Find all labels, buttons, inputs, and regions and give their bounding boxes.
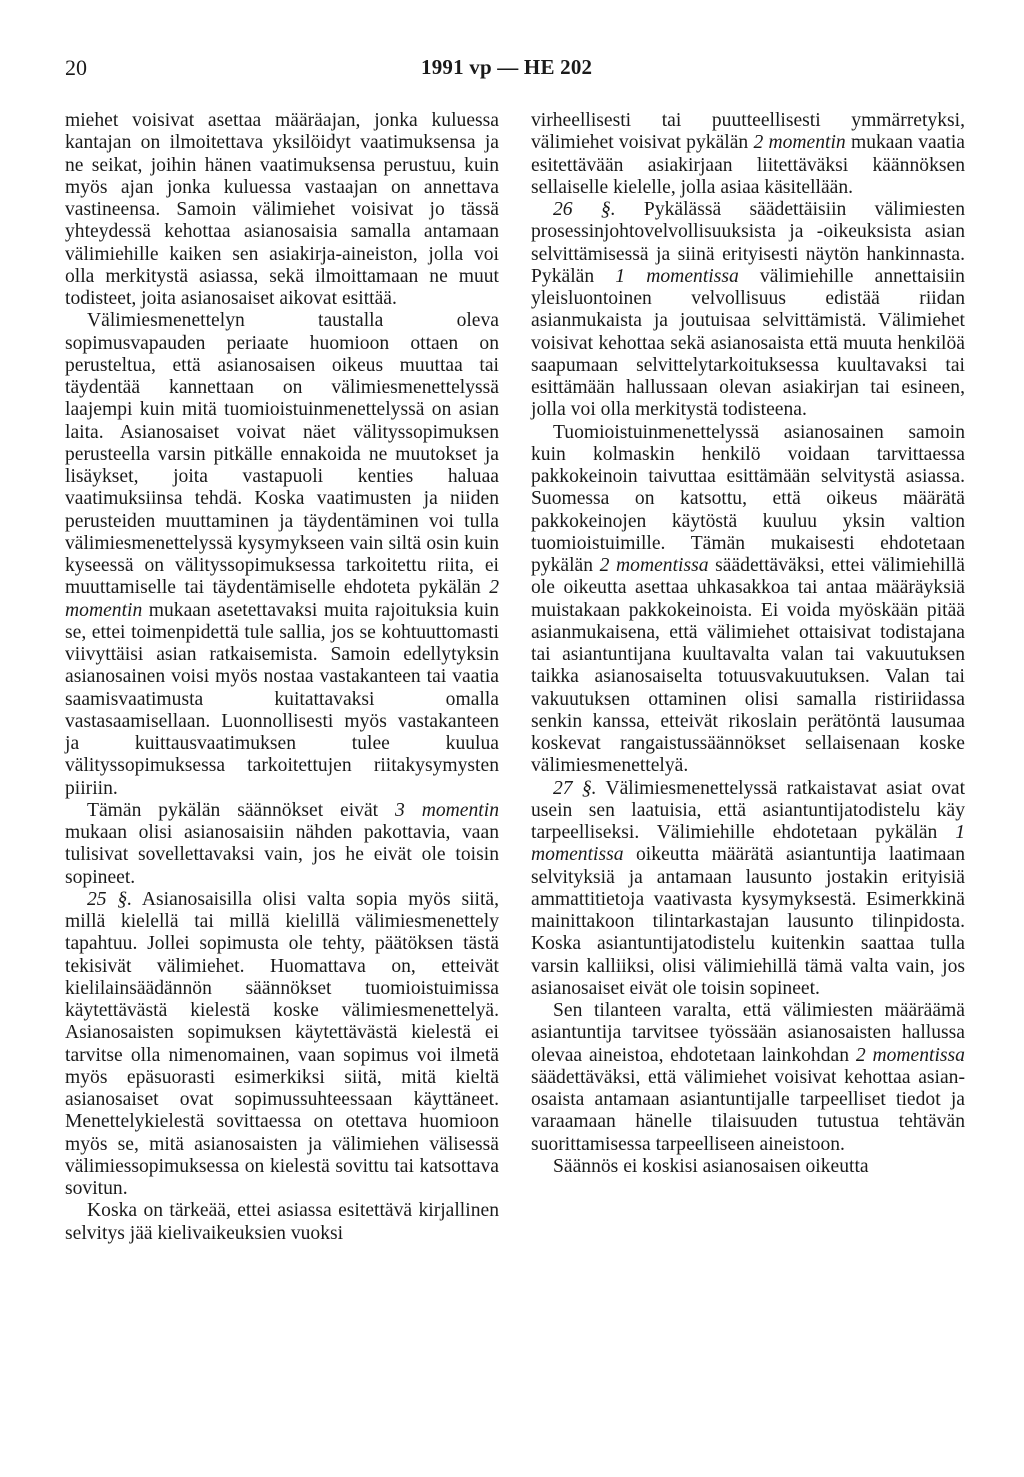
emphasis: 1 momentissa — [615, 265, 739, 287]
section-paragraph: 27 §. Välimiesmenettelyssä ratkaistavat asiat ovat usein sen laatuisia, että asiantuntijatodistelu käy tarpeelliseksi. Välimiehille ehdotetaan pykälän 1 momentissa oikeutta määrätä asiantuntija laatimaan selvityksiä ja antamaan lausunto jostakin erityisiä ammattitietoja vaativasta kysymyksestä. Esimerkkinä mainittakoon tilintarkastajan lausunto tilinpidosta. Koska asiantuntijatodistelu kuitenkin saattaa tulla varsin kalliiksi, olisi välimiehillä tämä valta vain, jos asianosaiset eivät ole toisin sopineet. — [531, 777, 966, 999]
emphasis: 2 momentissa — [599, 555, 709, 576]
paragraph: Säännös ei koskisi asianosaisen oikeutta — [553, 1155, 869, 1177]
right-column — [531, 110, 965, 1178]
paragraph: Välimiesmenettelyn taustalla oleva sopimusvapauden periaate huomioon ottaen on perusteltua, että asianosaisen oikeus muuttaa tai täydentää kannettaan on välimiesmenettelyssä laajempi kuin mitä tuomioistuinmenettelyssä on asian laita. Asianosaiset voivat näet välityssopimuksen perusteella varsin pitkälle ennakoida ne muutokset ja lisäykset, joita vastapuoli kenties haluaa vaatimuksiinsa tehdä. Koska vaatimusten ja niiden perusteiden muuttaminen ja täydentäminen voi tulla välimiesmenettelyssä kysymykseen vain siltä osin kuin kyseessä on välityssopimuksessa tarkoitettu riita, ei muuttamiselle tai täydentämiselle ehdoteta pykälän 2 momentin mukaan asetettavaksi muita rajoituksia kuin se, ettei toimenpidettä tule sallia, jos se kohtuuttomasti viivyttäisi asian ratkaisemista. Samoin edellytyksin asianosainen voisi myös nostaa vastakanteen tai vaatia saamisvaatimusta kuitattavaksi omalla vastasaamisellaan. Luonnollisesti myös vastakanteen ja kuittausvaatimuksen tulee kuulua välityssopimuksessa tarkoitettujen riitakysymysten piiriin. — [65, 310, 499, 799]
paragraph: Tuomioistuinmenettelyssä asianosainen samoin kuin kolmaskin henkilö voidaan tarvittaessa pakkokeinoin taivuttaa esittämään selvitystä asiassa. Suomessa on katsottu, että oikeus määrätä pakkokeinojen käytöstä kuuluu yksin valtion tuomioistuimille. Tämän mukaisesti ehdotetaan pykälän 2 momentissa säädettäväksi, ettei välimiehillä ole oikeutta asettaa uhkasakkoa tai antaa määräyksiä muistakaan pakkokeinoista. Ei voida myöskään pitää asianmukaisena, että välimiehet ottaisivat todistajana tai asiantuntijana kuultavalta valan tai vakuutuksen taikka asianosaiselta totuusvakuutuksen. Valan tai vakuutuksen ottaminen olisi samalla ristiriidassa senkin kanssa, etteivät rikoslain perätöntä lausumaa koskevat rangaistussäännökset sellaisenaan koske välimiesmenettelyä. — [531, 421, 965, 777]
section-number: 25 §. — [87, 888, 133, 910]
left-column — [65, 110, 499, 1245]
section-number: 26 §. — [553, 199, 616, 220]
paragraph: Koska on tärkeää, ettei asiassa esitettävä kirjallinen selvitys jää kielivaikeuksien vuoksi — [65, 1200, 499, 1244]
emphasis: 1 momentissa — [531, 822, 965, 866]
paragraph: virheellisesti tai puutteellisesti ymmärretyksi, välimiehet voisivat pykälän 2 momentin mukaan vaatia esitettävään asiakirjaan liitettäväksi käännöksen sellaiselle kielelle, jolla asiaa käsitellään. — [531, 110, 965, 198]
section-number: 27 §. — [553, 777, 597, 799]
running-head: 1991 vp — HE 202 — [421, 55, 593, 79]
section-paragraph: 26 §. Pykälässä säädettäisiin välimiesten prosessinjohtovelvollisuuksista ja -oikeuksista asian selvittämisessä ja siinä erityisesti näytön hankinnasta. Pykälän 1 momentissa välimiehille annettaisiin yleisluontoinen velvollisuus edistää riidan asianmukaista ja joutuisaa selvittämistä. Välimiehet voisivat kehottaa sekä asianosaista että muuta henkilöä saapumaan selvittelytarkoituksessa kuultavaksi tai esittämään hallussaan olevan asiakirjan tai esineen, jolla voi olla merkitystä todisteena. — [531, 199, 965, 421]
paragraph: Tämän pykälän säännökset eivät 3 momentin mukaan olisi asianosaisiin nähden pakottavia, vaan tulisivat sovellettavaksi vain, jos he eivät ole toisin sopineet. — [65, 799, 499, 888]
page-number: 20 — [65, 55, 87, 80]
paragraph: miehet voisivat asettaa määräajan, jonka kuluessa kantajan on ilmoitettava yksilöidyt vaatimuksensa ja ne seikat, joihin hänen vaatimuksensa perustuu, kuin myös ajan jonka kuluessa vastaajan on annettava vastineensa. Samoin välimiehet voisivat jo tässä yhteydessä kehottaa asianosaisia samalla antamaan välimiehille kaiken sen asiakirja-aineiston, jolla voi olla merkitystä asiassa, sekä ilmoittamaan ne muut todisteet, joita asianosaiset aikovat esittää. — [65, 110, 499, 309]
emphasis: 3 momentin — [395, 799, 499, 821]
paragraph: Sen tilanteen varalta, että välimiesten määräämä asiantuntija tarvitsee työssään asianosaisten hallussa olevaa aineistoa, ehdotetaan lainkohdan 2 momentissa säädettäväksi, että välimiehet voisivat kehottaa asian- osaista antamaan asiantuntijalle tarpeelliset tiedot ja varaamaan hänelle tilaisuuden tutustua tehtävän suorittamisessa tarpeelliseen aineistoon. — [531, 1000, 965, 1155]
section-paragraph: 25 §. Asianosaisilla olisi valta sopia myös siitä, millä kielellä tai millä kielillä välimiesmenettely tapahtuu. Jollei sopimusta ole tehty, päätöksen tästä tekisivät välimiehet. Huomattava on, etteivät kielilainsäädännön säännökset tuomioistuimissa käytettävästä kielestä koske välimiesmenettelyä. Asianosaisten sopimuksen käytettävästä kielestä ei tarvitse olla nimenomainen, vaan sopimus voi ilmetä myös epäsuorasti esimerkiksi siitä, mitä kieltä asianosaiset ovat sopimussuhteessaan käyttäneet. Menettelykielestä sovittaessa on otettava huomioon myös se, mitä asianosaisten ja välimiehen välisessä välimiessopimuksessa on kielestä sovittu tai katsottava sovitun. — [65, 888, 500, 1199]
emphasis: 2 momentissa — [855, 1044, 965, 1066]
emphasis: 2 momentin — [65, 577, 499, 621]
emphasis: 2 momentin — [753, 132, 846, 154]
